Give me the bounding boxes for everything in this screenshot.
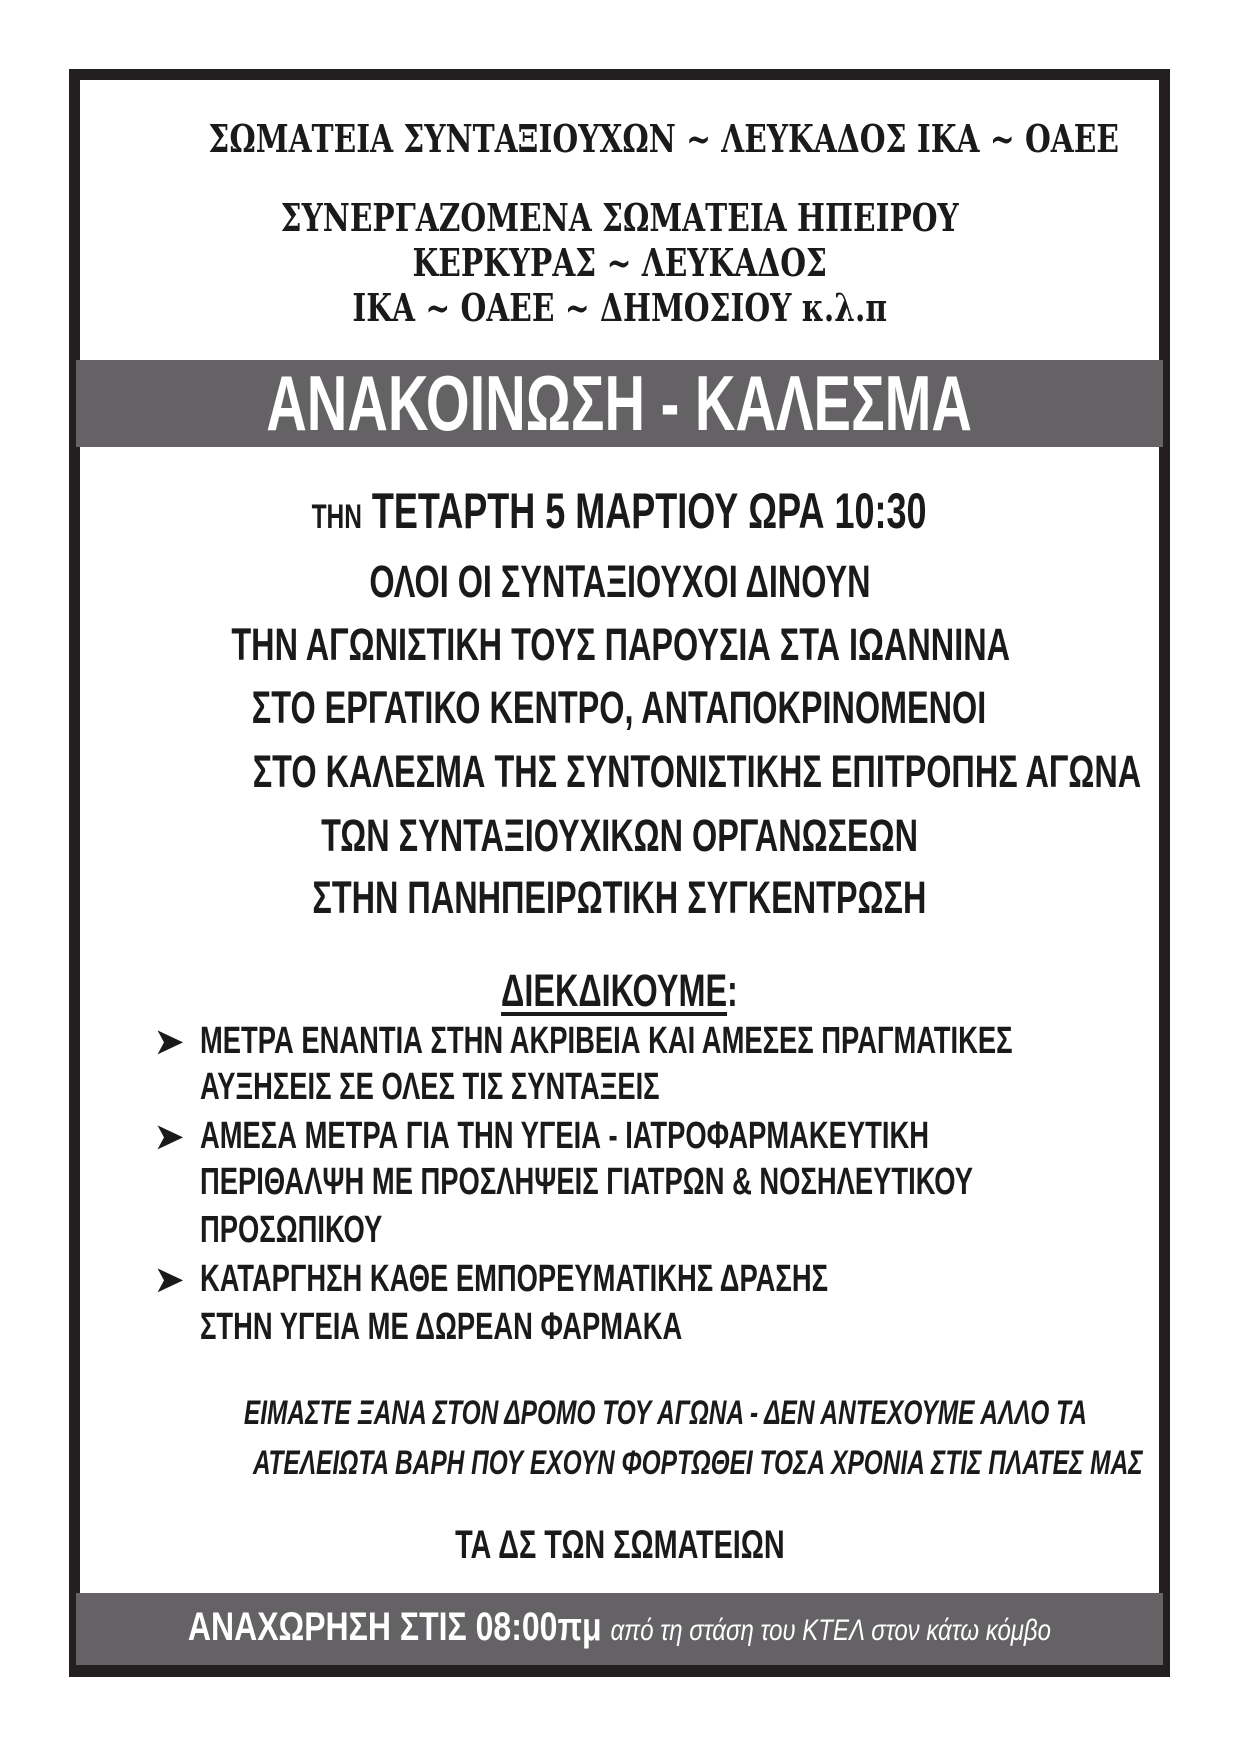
- title-band: [76, 360, 1163, 447]
- body-line: ΣΤΗΝ ΠΑΝΗΠΕΙΡΩΤΙΚΗ ΣΥΓΚΕΝΤΡΩΣΗ: [312, 872, 927, 923]
- demand-line: ΚΑΤΑΡΓΗΣΗ ΚΑΘΕ ΕΜΠΟΡΕΥΜΑΤΙΚΗΣ ΔΡΑΣΗΣ: [200, 1258, 829, 1300]
- closing-line: ΑΤΕΛΕΙΩΤΑ ΒΑΡΗ ΠΟΥ ΕΧΟΥΝ ΦΟΡΤΩΘΕΙ ΤΟΣΑ ΧΡΟΝΙΑ ΣΤΙΣ ΠΛΑΤΕΣ ΜΑΣ: [253, 1444, 1143, 1482]
- poster-title: ΑΝΑΚΟΙΝΩΣΗ - ΚΑΛΕΣΜΑ: [266, 359, 973, 447]
- header-line-2: ΣΥΝΕΡΓΑΖΟΜΕΝΑ ΣΩΜΑΤΕΙΑ ΗΠΕΙΡΟΥ: [280, 195, 959, 240]
- closing-line: ΕΙΜΑΣΤΕ ΞΑΝΑ ΣΤΟΝ ΔΡΟΜΟ ΤΟΥ ΑΓΩΝΑ - ΔΕΝ ΑΝΤΕΧΟΥΜΕ ΑΛΛΟ ΤΑ: [243, 1394, 1087, 1432]
- departure-info: ΑΝΑΧΩΡΗΣΗ ΣΤΙΣ 08:00πμ από τη στάση του ΚΤΕΛ στον κάτω κόμβο: [187, 1605, 1052, 1649]
- arrow-bullet-icon: ➤: [155, 1023, 184, 1061]
- body-line: ΟΛΟΙ ΟΙ ΣΥΝΤΑΞΙΟΥΧΟΙ ΔΙΝΟΥΝ: [368, 556, 871, 607]
- header-line-1: ΣΩΜΑΤΕΙΑ ΣΥΝΤΑΞΙΟΥΧΩΝ ~ ΛΕΥΚΑΔΟΣ ΙΚΑ ~ ΟΑΕΕ: [208, 116, 1119, 161]
- demand-line: ΣΤΗΝ ΥΓΕΙΑ ΜΕ ΔΩΡΕΑΝ ΦΑΡΜΑΚΑ: [200, 1306, 683, 1348]
- demand-line: ΠΕΡΙΘΑΛΨΗ ΜΕ ΠΡΟΣΛΗΨΕΙΣ ΓΙΑΤΡΩΝ & ΝΟΣΗΛΕΥΤΙΚΟΥ: [200, 1161, 973, 1203]
- footer-band: [76, 1593, 1163, 1665]
- body-line: ΤΩΝ ΣΥΝΤΑΞΙΟΥΧΙΚΩΝ ΟΡΓΑΝΩΣΕΩΝ: [321, 810, 918, 861]
- header-line-3: ΚΕΡΚΥΡΑΣ ~ ΛΕΥΚΑΔΟΣ: [412, 240, 827, 285]
- arrow-bullet-icon: ➤: [155, 1118, 184, 1156]
- demand-line: ΑΥΞΗΣΕΙΣ ΣΕ ΟΛΕΣ ΤΙΣ ΣΥΝΤΑΞΕΙΣ: [200, 1066, 660, 1108]
- body-line: ΣΤΟ ΚΑΛΕΣΜΑ ΤΗΣ ΣΥΝΤΟΝΙΣΤΙΚΗΣ ΕΠΙΤΡΟΠΗΣ ΑΓΩΝΑ: [252, 746, 1142, 797]
- body-line: ΣΤΟ ΕΡΓΑΤΙΚΟ ΚΕΝΤΡΟ, ΑΝΤΑΠΟΚΡΙΝΟΜΕΝΟΙ: [252, 682, 987, 733]
- demand-line: ΠΡΟΣΩΠΙΚΟΥ: [200, 1209, 383, 1251]
- signature: ΤΑ ΔΣ ΤΩΝ ΣΩΜΑΤΕΙΩΝ: [454, 1523, 785, 1567]
- demands-heading: ΔΙΕΚΔΙΚΟΥΜΕ:: [501, 965, 738, 1016]
- arrow-bullet-icon: ➤: [155, 1261, 184, 1299]
- body-line: ΤΗΝ ΑΓΩΝΙΣΤΙΚΗ ΤΟΥΣ ΠΑΡΟΥΣΙΑ ΣΤΑ ΙΩΑΝΝΙΝΑ: [231, 619, 1010, 670]
- demand-line: ΑΜΕΣΑ ΜΕΤΡΑ ΓΙΑ ΤΗΝ ΥΓΕΙΑ - ΙΑΤΡΟΦΑΡΜΑΚΕΥΤΙΚΗ: [200, 1115, 929, 1157]
- header-line-4: ΙΚΑ ~ ΟΑΕΕ ~ ΔΗΜΟΣΙΟΥ κ.λ.π: [352, 285, 887, 330]
- demand-line: ΜΕΤΡΑ ΕΝΑΝΤΙΑ ΣΤΗΝ ΑΚΡΙΒΕΙΑ ΚΑΙ ΑΜΕΣΕΣ ΠΡΑΓΜΑΤΙΚΕΣ: [200, 1020, 1013, 1062]
- date-line: ΤΗΝ ΤΕΤΑΡΤΗ 5 ΜΑΡΤΙΟΥ ΩΡΑ 10:30: [312, 483, 927, 539]
- poster-frame: [69, 69, 1170, 1677]
